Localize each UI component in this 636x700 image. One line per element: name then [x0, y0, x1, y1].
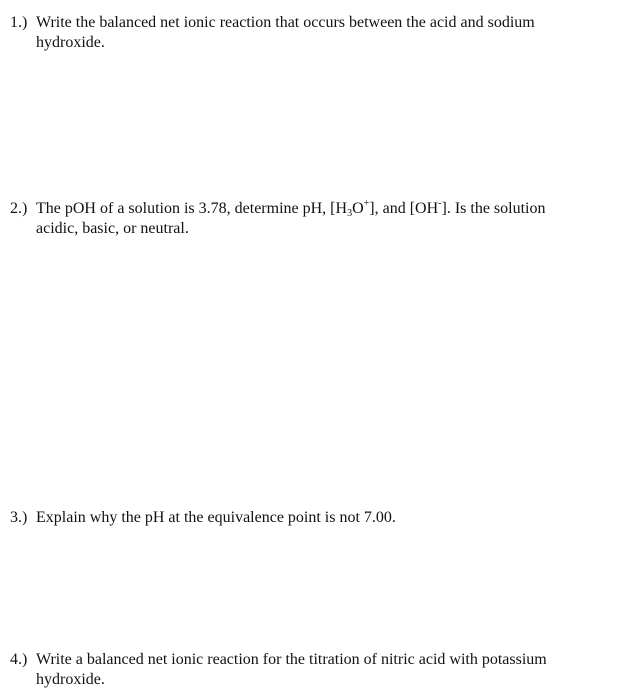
superscript: + — [363, 198, 370, 209]
question-number: 3.) — [10, 509, 28, 526]
question-text: Write a balanced net ionic reaction for the titration of nitric acid with potassium — [36, 651, 547, 668]
question-2 — [10, 199, 610, 239]
question-text-part: ], and [OH — [369, 200, 439, 217]
question-text-part: O — [352, 200, 364, 217]
question-1 — [10, 13, 610, 53]
superscript: - — [438, 198, 442, 209]
question-text-continued: hydroxide. — [36, 34, 105, 51]
question-text-part: ]. Is the solution — [441, 200, 546, 217]
question-3 — [10, 508, 610, 528]
question-text: Explain why the pH at the equivalence point is not 7.00. — [36, 509, 396, 526]
question-text-continued: acidic, basic, or neutral. — [36, 220, 189, 237]
question-text — [36, 199, 545, 219]
question-number: 4.) — [10, 651, 28, 668]
question-text-part: The pOH of a solution is 3.78, determine pH, [H — [36, 200, 348, 217]
question-number: 2.) — [10, 200, 28, 217]
question-4 — [10, 650, 610, 690]
question-number: 1.) — [10, 14, 28, 31]
subscript: 3 — [347, 208, 353, 219]
question-text: Write the balanced net ionic reaction that occurs between the acid and sodium — [36, 14, 535, 31]
question-text-continued: hydroxide. — [36, 671, 105, 688]
